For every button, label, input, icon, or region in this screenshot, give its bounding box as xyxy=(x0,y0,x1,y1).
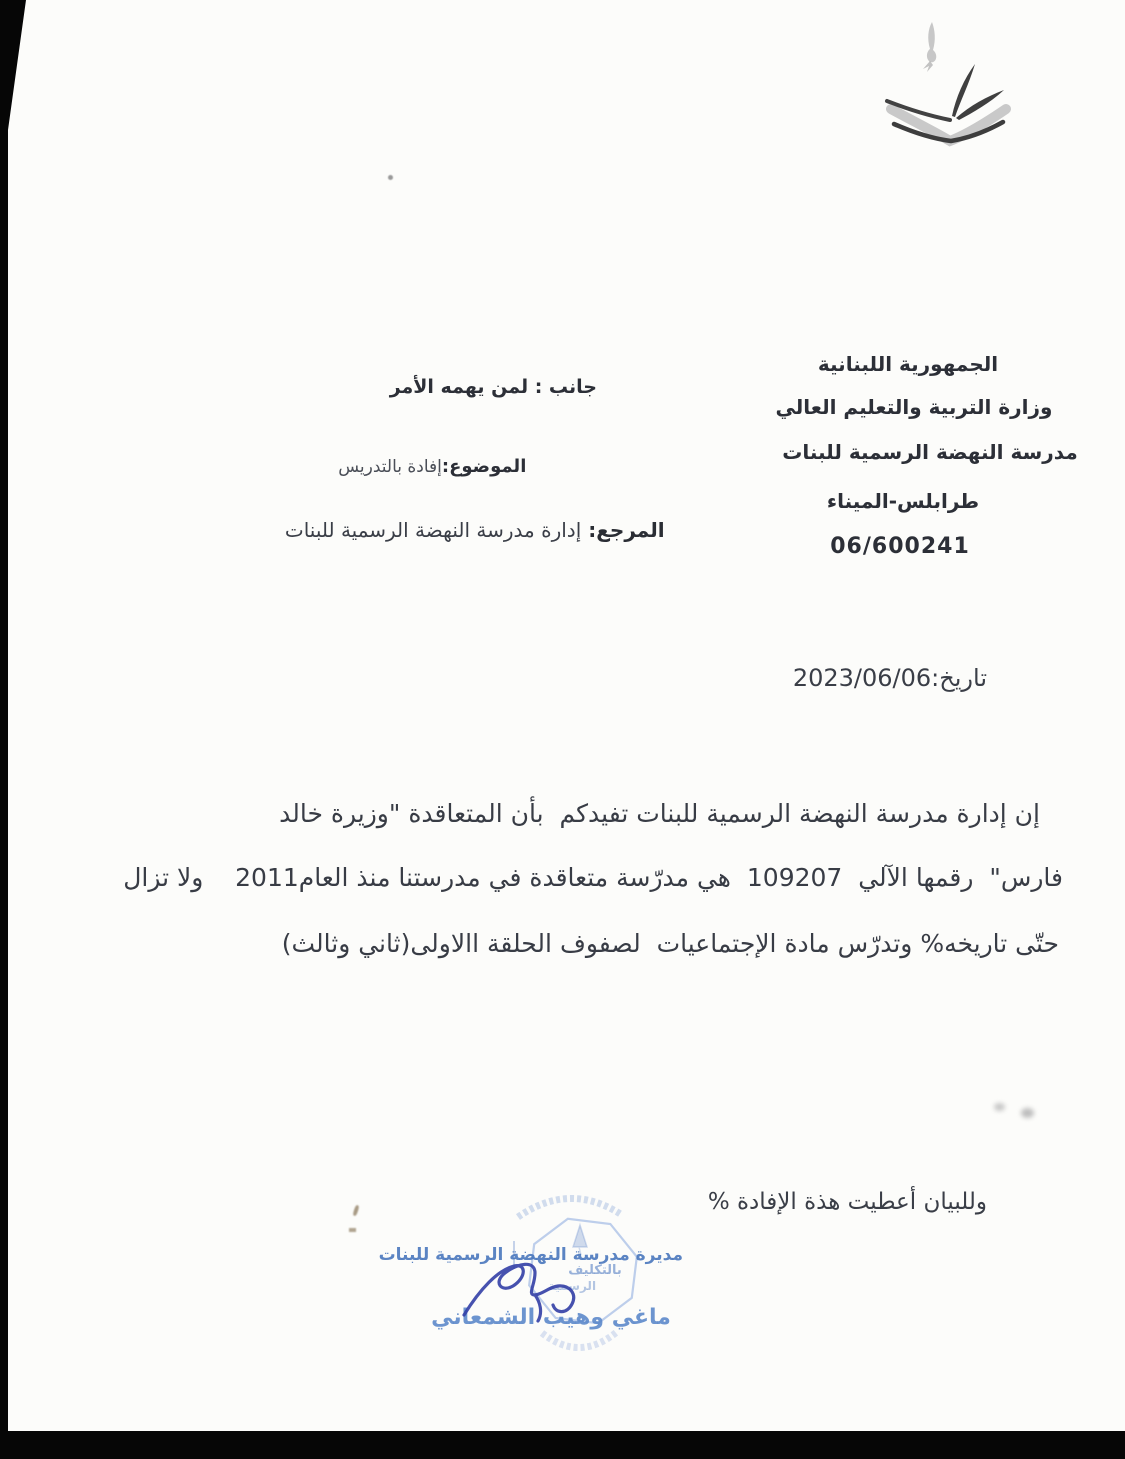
stamp-inner-text-2: الرسمية xyxy=(547,1279,597,1293)
subject-label: الموضوع: xyxy=(441,456,527,477)
scan-speck xyxy=(388,175,393,180)
body-line-2: فارس" رقمها الآلي 109207 هي مدرّسة متعاقدة في مدرستنا منذ العام2011 ولا تزال xyxy=(123,863,1063,892)
subject-line xyxy=(338,436,548,497)
reference-line xyxy=(285,494,690,566)
body-line-1: إن إدارة مدرسة النهضة الرسمية للبنات تفيدكم بأن المتعاقدة "وزيرة خالد xyxy=(279,799,1040,828)
letterhead-school-name: مدرسة النهضة الرسمية للبنات xyxy=(782,440,1078,464)
school-stamp xyxy=(378,1175,692,1380)
body-line-3: حتّى تاريخه% وتدرّس مادة الإجتماعيات لصفوف الحلقة االاولى(ثاني وثالث) xyxy=(281,929,1059,958)
letterhead-country: الجمهورية اللبنانية xyxy=(817,352,999,376)
addressee-line: جانب : لمن يهمه الأمر xyxy=(389,376,597,398)
handwritten-signature-icon xyxy=(430,1175,692,1380)
reference-label: المرجع: xyxy=(588,518,665,542)
letterhead-location: طرابلس-الميناء xyxy=(826,489,980,513)
scan-border-left xyxy=(0,0,27,1459)
stamp-title: مديرة مدرسة النهضة الرسمية للبنات xyxy=(378,1245,683,1265)
scan-border-bottom xyxy=(0,1431,1125,1459)
scan-speck xyxy=(1021,1108,1034,1118)
closing-line: وللبيان أعطيت هذة الإفادة % xyxy=(707,1189,987,1215)
letterhead-ministry: وزارة التربية والتعليم العالي xyxy=(775,395,1053,419)
reference-value: إدارة مدرسة النهضة الرسمية للبنات xyxy=(284,518,582,542)
scan-speck xyxy=(349,1228,356,1232)
subject-value: إفادة بالتدريس xyxy=(338,457,442,477)
date-line: تاريخ:2023/06/06 xyxy=(792,664,987,692)
stamp-inner-text-1: بالتكليف xyxy=(568,1263,622,1278)
signer-name: ماغي وهيب الشمعاني xyxy=(431,1305,671,1330)
open-book-logo-icon xyxy=(865,12,1015,147)
scan-speck xyxy=(352,1205,359,1217)
letterhead-reference-number: 06/600241 xyxy=(830,534,970,559)
scan-speck xyxy=(994,1103,1005,1111)
